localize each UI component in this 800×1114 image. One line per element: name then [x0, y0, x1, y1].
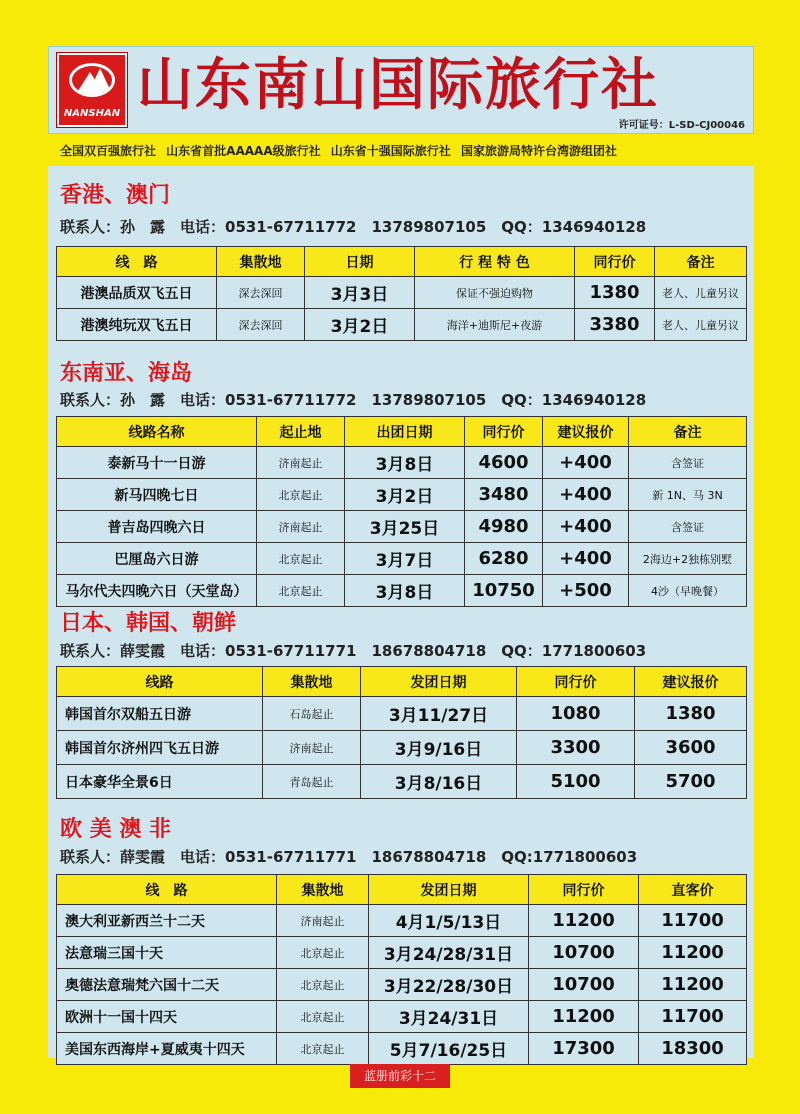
route-cell: 马尔代夫四晚六日（天堂岛） [57, 575, 257, 607]
date-cell: 3月25日 [345, 511, 465, 543]
route-cell: 澳大利亚新西兰十二天 [57, 905, 277, 937]
license-number: 许可证号：L-SD-CJ00046 [618, 120, 745, 131]
col-header: 行 程 特 色 [415, 247, 575, 277]
origin-cell: 北京起止 [277, 937, 369, 969]
date-cell: 3月8日 [345, 575, 465, 607]
origin-cell: 深去深回 [217, 309, 305, 341]
route-cell: 新马四晚七日 [57, 479, 257, 511]
note-cell: 4沙（早晚餐） [629, 575, 747, 607]
col-header: 发团日期 [369, 875, 529, 905]
origin-cell: 北京起止 [257, 575, 345, 607]
price-cell: 5100 [517, 765, 635, 799]
price-cell: 3300 [517, 731, 635, 765]
price-cell: 3480 [465, 479, 543, 511]
europe-america-table [56, 874, 747, 1065]
date-cell: 3月8/16日 [361, 765, 517, 799]
section-title-southeast-asia: 东南亚、海岛 [60, 361, 193, 386]
table-row [57, 969, 747, 1001]
route-cell: 奥德法意瑞梵六国十二天 [57, 969, 277, 1001]
honors-line: 全国双百强旅行社 山东省首批AAAAA级旅行社 山东省十强国际旅行社 国家旅游局特许台湾游组团社 [60, 144, 617, 158]
route-cell: 欧洲十一国十四天 [57, 1001, 277, 1033]
table-row [57, 543, 747, 575]
price-cell: 1080 [517, 697, 635, 731]
page-footer-tag: 蓝册前彩十二 [350, 1064, 450, 1088]
direct-price-cell: 11700 [639, 1001, 747, 1033]
company-name: 山东南山国际旅行社 [137, 53, 659, 118]
direct-price-cell: 18300 [639, 1033, 747, 1065]
feature-cell: 保证不强迫购物 [415, 277, 575, 309]
table-row [57, 511, 747, 543]
note-cell: 2海边+2独栋别墅 [629, 543, 747, 575]
note-cell: 新 1N、马 3N [629, 479, 747, 511]
table-header-row [57, 667, 747, 697]
table-row [57, 309, 747, 341]
col-header: 备注 [629, 417, 747, 447]
date-cell: 3月9/16日 [361, 731, 517, 765]
suggest-price-cell: 1380 [635, 697, 747, 731]
southeast-asia-table [56, 416, 747, 607]
col-header: 同行价 [529, 875, 639, 905]
nanshan-logo [57, 53, 127, 127]
col-header: 同行价 [575, 247, 655, 277]
origin-cell: 北京起止 [277, 1001, 369, 1033]
price-cell: 1380 [575, 277, 655, 309]
table-header-row [57, 417, 747, 447]
section-contact: 联系人：孙 露 电话：0531-67711772 13789807105 QQ：1346940128 [60, 218, 647, 236]
price-cell: 10750 [465, 575, 543, 607]
route-cell: 韩国首尔济州四飞五日游 [57, 731, 263, 765]
col-header: 起止地 [257, 417, 345, 447]
suggest-price-cell: 3600 [635, 731, 747, 765]
col-header: 直客价 [639, 875, 747, 905]
main-panel [48, 166, 754, 1061]
price-cell: 4980 [465, 511, 543, 543]
direct-price-cell: 11200 [639, 969, 747, 1001]
table-row [57, 697, 747, 731]
table-row [57, 905, 747, 937]
col-header: 发团日期 [361, 667, 517, 697]
route-cell: 巴厘岛六日游 [57, 543, 257, 575]
date-cell: 4月1/5/13日 [369, 905, 529, 937]
section-contact: 联系人：孙 露 电话：0531-67711772 13789807105 QQ：1346940128 [60, 391, 647, 409]
col-header: 集散地 [217, 247, 305, 277]
suggest-price-cell: +400 [543, 543, 629, 575]
table-row [57, 479, 747, 511]
col-header: 集散地 [263, 667, 361, 697]
japan-korea-table [56, 666, 747, 799]
origin-cell: 北京起止 [277, 969, 369, 1001]
date-cell: 3月24/31日 [369, 1001, 529, 1033]
section-title-japan-korea: 日本、韩国、朝鲜 [60, 611, 237, 636]
feature-cell: 海洋+迪斯尼+夜游 [415, 309, 575, 341]
route-cell: 港澳纯玩双飞五日 [57, 309, 217, 341]
origin-cell: 北京起止 [277, 1033, 369, 1065]
origin-cell: 深去深回 [217, 277, 305, 309]
logo-text: NANSHAN [63, 108, 121, 119]
date-cell: 5月7/16/25日 [369, 1033, 529, 1065]
price-cell: 10700 [529, 969, 639, 1001]
col-header: 备注 [655, 247, 747, 277]
col-header: 同行价 [465, 417, 543, 447]
section-title-hk-macau: 香港、澳门 [60, 183, 171, 208]
origin-cell: 北京起止 [257, 543, 345, 575]
route-cell: 美国东西海岸+夏威夷十四天 [57, 1033, 277, 1065]
table-row [57, 731, 747, 765]
route-cell: 日本豪华全景6日 [57, 765, 263, 799]
date-cell: 3月2日 [345, 479, 465, 511]
col-header: 线 路 [57, 247, 217, 277]
price-cell: 17300 [529, 1033, 639, 1065]
direct-price-cell: 11700 [639, 905, 747, 937]
price-cell: 4600 [465, 447, 543, 479]
header-banner [48, 46, 754, 134]
origin-cell: 石岛起止 [263, 697, 361, 731]
route-cell: 泰新马十一日游 [57, 447, 257, 479]
col-header: 建议报价 [635, 667, 747, 697]
section-contact: 联系人：薛雯霞 电话：0531-67711771 18678804718 QQ:1771800603 [60, 848, 638, 866]
section-title-europe-america: 欧 美 澳 非 [60, 817, 171, 842]
date-cell: 3月11/27日 [361, 697, 517, 731]
origin-cell: 济南起止 [277, 905, 369, 937]
note-cell: 老人、儿童另议 [655, 277, 747, 309]
direct-price-cell: 11200 [639, 937, 747, 969]
table-row [57, 1001, 747, 1033]
origin-cell: 青岛起止 [263, 765, 361, 799]
table-row [57, 937, 747, 969]
date-cell: 3月3日 [305, 277, 415, 309]
route-cell: 法意瑞三国十天 [57, 937, 277, 969]
suggest-price-cell: +400 [543, 479, 629, 511]
col-header: 出团日期 [345, 417, 465, 447]
suggest-price-cell: 5700 [635, 765, 747, 799]
note-cell: 含签证 [629, 447, 747, 479]
date-cell: 3月2日 [305, 309, 415, 341]
section-contact: 联系人：薛雯霞 电话：0531-67711771 18678804718 QQ：1771800603 [60, 642, 647, 660]
table-row [57, 1033, 747, 1065]
price-cell: 3380 [575, 309, 655, 341]
hk-macau-table [56, 246, 747, 341]
origin-cell: 济南起止 [263, 731, 361, 765]
table-row [57, 447, 747, 479]
col-header: 日期 [305, 247, 415, 277]
col-header: 线 路 [57, 875, 277, 905]
suggest-price-cell: +400 [543, 511, 629, 543]
mountain-icon [69, 63, 115, 97]
route-cell: 韩国首尔双船五日游 [57, 697, 263, 731]
date-cell: 3月24/28/31日 [369, 937, 529, 969]
col-header: 线路 [57, 667, 263, 697]
date-cell: 3月7日 [345, 543, 465, 575]
suggest-price-cell: +500 [543, 575, 629, 607]
origin-cell: 济南起止 [257, 447, 345, 479]
table-row [57, 765, 747, 799]
price-cell: 11200 [529, 1001, 639, 1033]
price-cell: 11200 [529, 905, 639, 937]
col-header: 同行价 [517, 667, 635, 697]
origin-cell: 济南起止 [257, 511, 345, 543]
route-cell: 普吉岛四晚六日 [57, 511, 257, 543]
table-header-row [57, 875, 747, 905]
table-row [57, 575, 747, 607]
col-header: 集散地 [277, 875, 369, 905]
table-row [57, 277, 747, 309]
suggest-price-cell: +400 [543, 447, 629, 479]
route-cell: 港澳品质双飞五日 [57, 277, 217, 309]
date-cell: 3月22/28/30日 [369, 969, 529, 1001]
date-cell: 3月8日 [345, 447, 465, 479]
col-header: 线路名称 [57, 417, 257, 447]
note-cell: 含签证 [629, 511, 747, 543]
note-cell: 老人、儿童另议 [655, 309, 747, 341]
origin-cell: 北京起止 [257, 479, 345, 511]
col-header: 建议报价 [543, 417, 629, 447]
price-cell: 10700 [529, 937, 639, 969]
table-header-row [57, 247, 747, 277]
price-cell: 6280 [465, 543, 543, 575]
